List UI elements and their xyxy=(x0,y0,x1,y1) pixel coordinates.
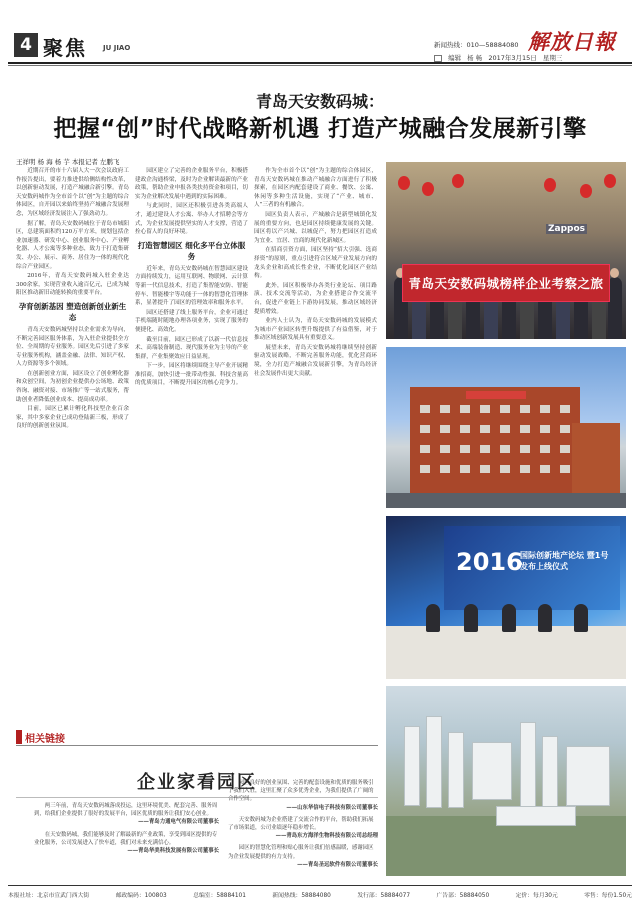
article-headline: 把握“创”时代战略新机遇 打造产城融合发展新引擎 xyxy=(53,116,587,142)
newspaper-masthead: 解放日報 xyxy=(528,29,616,54)
delegation-banner: 青岛天安数码城榜样企业考察之旅 xyxy=(402,264,610,302)
building-main xyxy=(410,387,580,495)
paragraph: 业内人士认为，青岛天安数码城的发展模式为城市产业园区转型升级提供了有益借鉴，对于推动区域创新发展具有重要意义。 xyxy=(254,318,377,342)
lantern-icon xyxy=(452,174,464,188)
paragraph: 截至目前，园区已形成了以新一代信息技术、高端装备制造、现代服务业为主导的产业集群，产业集聚效应日益显现。 xyxy=(135,336,248,360)
subheading-smart-park: 打造智慧园区 细化多平台立体服务 xyxy=(137,240,246,261)
editor-name: 杨 畅 xyxy=(467,54,483,62)
building-wing xyxy=(572,423,620,495)
low-rise-block xyxy=(496,806,576,826)
photo-aerial-render xyxy=(386,686,626,876)
news-hotline: 新闻热线：010—58884080 xyxy=(434,41,519,49)
forum-year: 2016 xyxy=(456,548,523,576)
issue-weekday: 星期三 xyxy=(542,54,563,62)
article-byline: 王祥明 杨 海 杨 芋 本报记者 左鹏飞 xyxy=(16,158,120,166)
forum-title: 国际创新地产论坛 暨1号发布上线仪式 xyxy=(520,551,609,571)
article-kicker: 青岛天安数码城： xyxy=(255,92,384,111)
paragraph: 在创新创业方面，园区设立了创业孵化器和众创空间，为初创企业提供办公场地、政策咨询、融资对接、市场推广等一站式服务，帮助创业者降低创业成本、提高成功率。 xyxy=(16,370,129,403)
header-rule xyxy=(8,62,632,64)
tower-block xyxy=(404,726,420,806)
lantern-icon xyxy=(422,182,434,196)
lantern-icon xyxy=(544,178,556,192)
footer-item: 本报社址：北京市宣武门西大街 xyxy=(8,893,90,899)
stage-floor xyxy=(386,626,626,679)
street xyxy=(386,493,626,508)
paragraph: 目前，园区已累计孵化科技型企业百余家，其中多家企业已成功登陆新三板，形成了良好的创新创业氛围。 xyxy=(16,406,129,430)
header-rule-thin xyxy=(8,65,632,66)
related-links-label: 相关链接 xyxy=(25,734,65,745)
dateline xyxy=(434,53,566,62)
lantern-icon xyxy=(398,176,410,190)
subheading-innovation: 孕育创新基因 塑造创新创业新生态 xyxy=(18,301,127,322)
quote-signature: ——青岛圣远软件有限公司董事长 xyxy=(297,861,378,868)
related-quotes-right xyxy=(228,779,378,874)
quote-text: 园区良好的创业氛围、完善的配套设施和优质的服务吸引了我们入驻，这里汇聚了众多优秀企业，为我们提供了广阔的合作空间。 xyxy=(228,780,374,803)
footer-info xyxy=(8,890,632,899)
page-number-badge: 4 xyxy=(14,33,38,57)
paragraph: 作为全市首个以“创”为主题的综合体园区，青岛天安数码城在推动产城融合方面进行了积极探索，在园区内配套建设了商业、餐饮、公寓、休闲等多种生活设施，实现了“产业、城市、人”三者的有机融合。 xyxy=(254,168,377,209)
paragraph: 园区负责人表示，产城融合是新型城镇化发展的重要方向，也是园区持续健康发展的关键。园区将以产兴城、以城促产，努力把园区打造成为宜业、宜居、宜商的现代化新城区。 xyxy=(254,211,377,244)
tower-block xyxy=(542,736,558,812)
quote-text: 两三年前，青岛天安数码城落成投运，这里环境优美、配套完善、服务周到，给我们企业提供了很好的发展平台，园区优质的服务让我们安心创业。 xyxy=(34,803,218,818)
lanterns-decoration xyxy=(394,172,618,202)
lantern-icon xyxy=(604,174,616,188)
editor-label: 编辑 xyxy=(448,54,462,62)
related-quotes-left xyxy=(34,802,219,872)
quote-signature: ——青岛东方海洋生物科技有限公司总经理 xyxy=(275,833,378,840)
quote-text: 天安数码城为企业搭建了交流合作的平台，帮助我们拓展了市场渠道，公司业绩逐年稳步增长。 xyxy=(228,816,374,832)
quote-signature: ——山东华信电子科技有限公司董事长 xyxy=(286,804,378,811)
speaker-figure xyxy=(426,604,440,632)
paragraph: 近期召开的市十六届人大一次会议政府工作报告提出，要着力推进供给侧结构性改革，以创新驱动发展，打造产城融合新引擎。青岛天安数码城作为全市首个以“创”为主题的综合体园区，自开园以来始终坚持产城融合发展理念，为区域经济发展注入了强劲动力。 xyxy=(16,168,129,217)
paragraph: 园区还搭建了线上服务平台，企业可通过手机端随时随地办理各项业务，实现了服务的便捷化、高效化。 xyxy=(135,309,248,333)
footer-rule xyxy=(8,885,632,886)
tower-block xyxy=(426,716,442,808)
photo-building xyxy=(386,347,626,508)
paragraph: 青岛天安数码城坚持以企业需求为导向，不断完善园区服务体系，为入驻企业提供全方位、全周期的专业服务。园区先后引进了多家专业服务机构，涵盖金融、法律、知识产权、人力资源等多个领域。 xyxy=(16,326,129,368)
paragraph: 在招商引资方面，园区坚持“招大引强、选商择资”的原则，重点引进符合区域产业发展方向的龙头企业和高成长性企业，不断优化园区产业结构。 xyxy=(254,247,377,280)
footer-item: 广告部：58884050 xyxy=(436,893,490,899)
lantern-icon xyxy=(580,184,592,198)
related-marker xyxy=(16,730,22,744)
paragraph: 园区建立了完善的企业服务平台，积极搭建政企沟通桥梁，及时为企业解读最新的产业政策，帮助企业申报各类扶持资金和项目，切实为企业解决发展中遇到的实际困难。 xyxy=(135,168,248,200)
paragraph: 2016年，青岛天安数码城入驻企业达300余家，实现营业收入逾百亿元，已成为城阳区推动新旧动能转换的重要平台。 xyxy=(16,273,129,297)
footer-item: 发行部：58884077 xyxy=(357,893,411,899)
paragraph: 展望未来，青岛天安数码城将继续坚持创新驱动发展战略，不断完善服务功能，优化营商环境，全力打造产城融合发展新引擎，为青岛经济社会发展作出更大贡献。 xyxy=(254,344,377,377)
photo-delegation xyxy=(386,162,626,339)
related-rule xyxy=(16,745,378,746)
article-column-3 xyxy=(254,167,377,725)
quote-text: 园区的智慧化管理和贴心服务让我们倍感温暖，感谢园区为企业发展提供的有力支持。 xyxy=(228,845,374,860)
article-column-2 xyxy=(135,167,248,725)
section-pinyin: JU JIAO xyxy=(103,44,131,52)
quote-text: 在天安数码城，我们能够及时了解最新的产业政策，享受到园区提供的专业化服务，公司发展进入了快车道，我们对未来充满信心。 xyxy=(34,831,218,846)
paragraph: 下一步，园区将继续围绕主导产业开展精准招商，加快引进一批带动性强、科技含量高的优质项目，不断提升园区的核心竞争力。 xyxy=(135,363,248,387)
paragraph: 近年来，青岛天安数码城在智慧园区建设方面持续发力，运用互联网、物联网、云计算等新一代信息技术，打造了集智能安防、智能停车、智能楼宇等功能于一体的智慧化管理体系，显著提升了园区的管理效率和服务水平。 xyxy=(135,265,248,307)
related-heading: 企业家看园区 xyxy=(137,772,257,793)
store-sign: Zappos xyxy=(548,224,586,234)
person-head xyxy=(610,268,619,278)
footer-item: 零售：每份1.50元 xyxy=(584,893,632,899)
tower-block xyxy=(566,746,610,806)
footer-item: 新闻热线：58884080 xyxy=(272,893,331,899)
tower-block xyxy=(448,732,464,808)
quote-signature: ——青岛力通电气有限公司董事长 xyxy=(138,819,219,826)
footer-item: 邮政编码：100803 xyxy=(115,893,167,899)
tower-block xyxy=(520,722,536,812)
issue-date: 2017年3月15日 xyxy=(488,54,537,62)
photo-forum xyxy=(386,516,626,679)
person-figure xyxy=(608,277,622,339)
speaker-figure xyxy=(538,604,552,632)
speaker-figure xyxy=(464,604,478,632)
paragraph: 与此同时，园区还积极引进各类高端人才，通过建设人才公寓、举办人才招聘会等方式，为企业发展提供坚实的人才支撑，营造了拴心留人的良好环境。 xyxy=(135,203,248,236)
paragraph: 据了解，青岛天安数码城位于青岛市城阳区，总建筑面积约120万平方米，规划包括企业加速器、研发中心、创业服务中心、产业孵化器、人才公寓等多种业态，致力于打造集研发、办公、展示、商务、居住为一体的现代化综合产业园区。 xyxy=(16,220,129,270)
quote-signature: ——青岛华美科技发展有限公司董事长 xyxy=(127,848,219,855)
speaker-figure xyxy=(502,604,516,632)
roof-sign xyxy=(466,391,526,399)
speaker-figure xyxy=(574,604,588,632)
section-title: 聚焦 xyxy=(43,36,87,60)
tower-block xyxy=(472,742,512,800)
editor-box-icon xyxy=(434,55,442,62)
paragraph: 此外，园区积极举办各类行业论坛、项目路演、技术交流等活动，为企业搭建合作交流平台，促进产业链上下游协同发展，推动区域经济提质增效。 xyxy=(254,282,377,315)
footer-item: 定价：每月30元 xyxy=(515,893,558,899)
article-column-1 xyxy=(16,167,129,725)
footer-item: 总编室：58884101 xyxy=(193,893,246,899)
